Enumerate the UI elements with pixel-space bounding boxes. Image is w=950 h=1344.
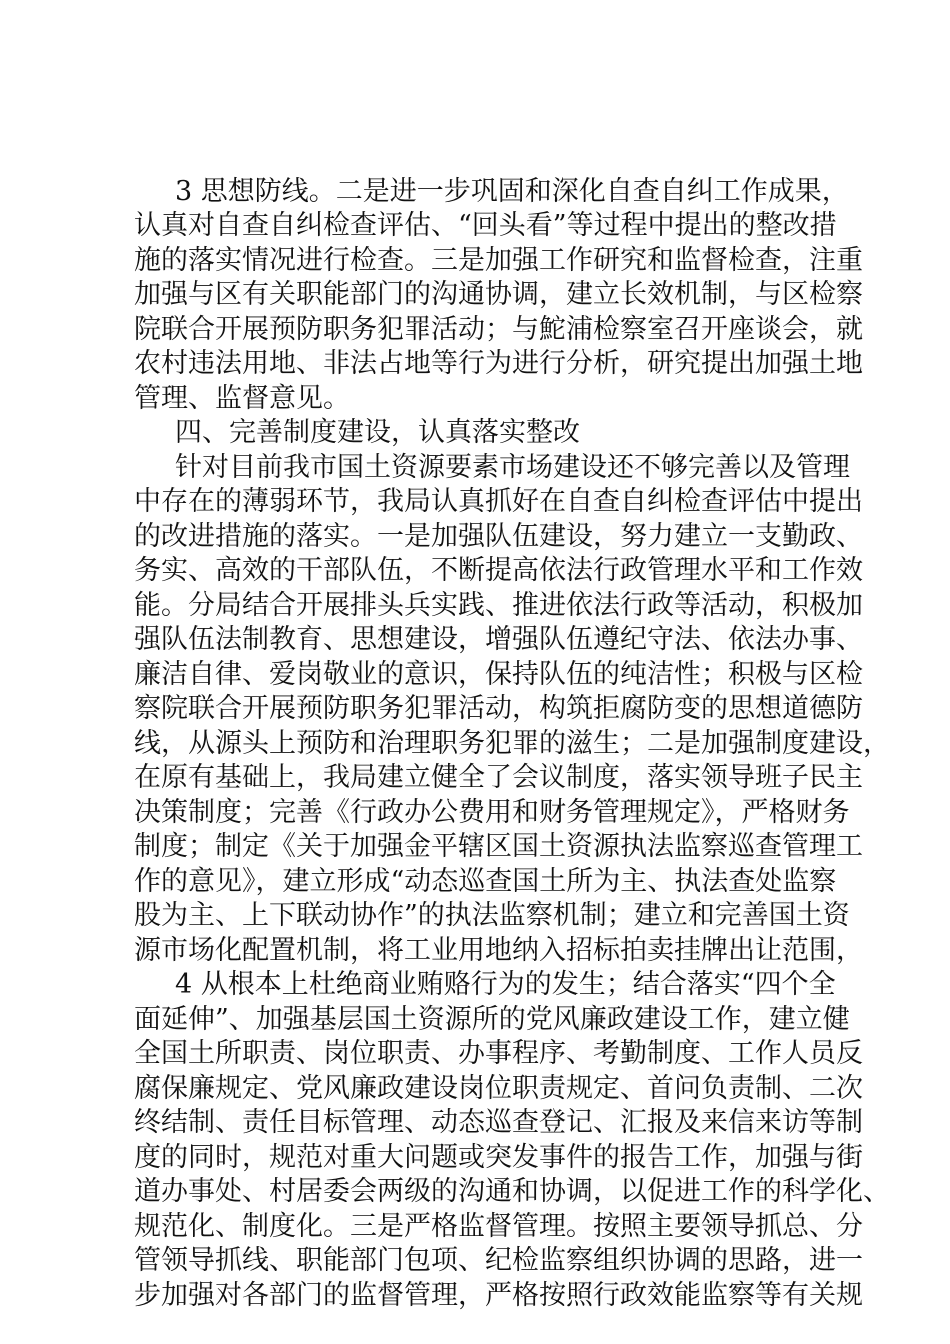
paragraph-line: 加强与区有关职能部门的沟通协调，建立长效机制，与区检察 (134, 279, 863, 310)
paragraph-line: 度的同时，规范对重大问题或突发事件的报告工作，加强与街 (134, 1142, 863, 1173)
paragraph-line: 4 从根本上杜绝商业贿赂行为的发生；结合落实“四个全 (175, 969, 836, 1000)
paragraph-line: 3 思想防线。二是进一步巩固和深化自查自纠工作成果， (175, 176, 849, 207)
paragraph-line: 腐保廉规定、党风廉政建设岗位职责规定、首问负责制、二次 (134, 1073, 863, 1104)
paragraph-line: 务实、高效的干部队伍，不断提高依法行政管理水平和工作效 (134, 555, 863, 586)
section-heading: 四、完善制度建设，认真落实整改 (175, 417, 580, 448)
paragraph-line: 作的意见》，建立形成“动态巡查国土所为主、执法查处监察 (134, 866, 837, 897)
paragraph-line: 步加强对各部门的监督管理，严格按照行政效能监察等有关规 (134, 1280, 863, 1311)
paragraph-line: 认真对自查自纠检查评估、“回头看”等过程中提出的整改措 (134, 210, 837, 241)
paragraph-line: 面延伸”、加强基层国土资源所的党风廉政建设工作，建立健 (134, 1004, 850, 1035)
paragraph-line: 中存在的薄弱环节，我局认真抓好在自查自纠检查评估中提出 (134, 486, 863, 517)
paragraph-line: 终结制、责任目标管理、动态巡查登记、汇报及来信来访等制 (134, 1107, 863, 1138)
paragraph-line: 院联合开展预防职务犯罪活动；与鮀浦检察室召开座谈会，就 (134, 314, 863, 345)
paragraph-line: 制度；制定《关于加强金平辖区国土资源执法监察巡查管理工 (134, 831, 863, 862)
paragraph-line: 管领导抓线、职能部门包项、纪检监察组织协调的思路，进一 (134, 1245, 863, 1276)
paragraph-line: 股为主、上下联动协作”的执法监察机制；建立和完善国土资 (134, 900, 850, 931)
paragraph-line: 针对目前我市国土资源要素市场建设还不够完善以及管理 (175, 452, 850, 483)
paragraph-line: 察院联合开展预防职务犯罪活动，构筑拒腐防变的思想道德防 (134, 693, 863, 724)
paragraph-line: 源市场化配置机制，将工业用地纳入招标拍卖挂牌出让范围， (134, 935, 863, 966)
paragraph-line: 决策制度；完善《行政办公费用和财务管理规定》，严格财务 (134, 797, 850, 828)
paragraph-line: 全国土所职责、岗位职责、办事程序、考勤制度、工作人员反 (134, 1038, 863, 1069)
paragraph-line: 规范化、制度化。三是严格监督管理。按照主要领导抓总、分 (134, 1211, 863, 1242)
paragraph-line: 强队伍法制教育、思想建设，增强队伍遵纪守法、依法办事、 (134, 624, 863, 655)
paragraph-line: 廉洁自律、爱岗敬业的意识，保持队伍的纯洁性；积极与区检 (134, 659, 863, 690)
paragraph-line: 的改进措施的落实。一是加强队伍建设，努力建立一支勤政、 (134, 521, 863, 552)
paragraph-line: 线，从源头上预防和治理职务犯罪的滋生；二是加强制度建设， (134, 728, 890, 759)
paragraph-line: 管理、监督意见。 (134, 383, 350, 414)
paragraph-line: 道办事处、村居委会两级的沟通和协调，以促进工作的科学化、 (134, 1176, 890, 1207)
paragraph-line: 能。分局结合开展排头兵实践、推进依法行政等活动，积极加 (134, 590, 863, 621)
paragraph-line: 施的落实情况进行检查。三是加强工作研究和监督检查，注重 (134, 245, 863, 276)
paragraph-line: 农村违法用地、非法占地等行为进行分析，研究提出加强土地 (134, 348, 863, 379)
paragraph-line: 在原有基础上，我局建立健全了会议制度，落实领导班子民主 (134, 762, 863, 793)
